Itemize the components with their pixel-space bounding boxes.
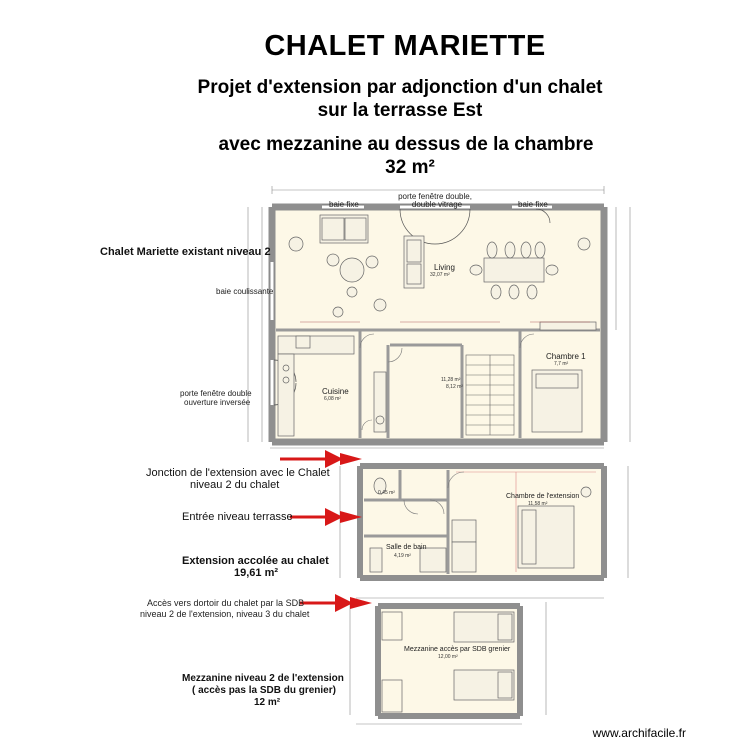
- existing-chalet: [270, 205, 604, 442]
- plan-hall-area: 11,28 m²: [441, 377, 461, 383]
- label-mezzanine: Mezzanine niveau 2 de l'extension: [182, 673, 344, 684]
- plan-mezzanine-area: 12,00 m²: [438, 654, 458, 660]
- arrows: [280, 459, 350, 603]
- plan-chambre-ext: Chambre de l'extension: [506, 493, 580, 500]
- plan-wc-area: 0,45 m²: [378, 490, 395, 496]
- plant-icon: [578, 238, 590, 250]
- plan-cuisine: Cuisine: [322, 387, 349, 396]
- label-extension-area: 19,61 m²: [234, 567, 279, 579]
- subtitle-area: 32 m²: [385, 157, 435, 178]
- plan-living: Living: [434, 263, 455, 272]
- label-access-1: Accès vers dortoir du chalet par la SDB: [147, 598, 305, 608]
- extension: [360, 466, 604, 578]
- subtitle-line-3: avec mezzanine au dessus de la chambre: [218, 134, 594, 155]
- label-french-window-1: porte fenêtre double: [180, 389, 252, 398]
- subtitle-line-2: sur la terrasse Est: [317, 100, 483, 121]
- page-title: CHALET MARIETTE: [264, 30, 546, 62]
- plan-chambre-ext-area: 11,58 m²: [528, 501, 548, 507]
- label-terrace-entry: Entrée niveau terrasse: [182, 511, 293, 523]
- plan-hall-sub: 8,12 m²: [446, 384, 463, 390]
- label-sliding-bay: baie coulissante: [216, 287, 274, 296]
- label-junction-1: Jonction de l'extension avec le Chalet: [146, 467, 330, 479]
- plan-double-window-2: double vitrage: [411, 200, 463, 209]
- plan-chambre1: Chambre 1: [546, 352, 586, 361]
- label-mezzanine-access: ( accès pas la SDB du grenier): [192, 685, 336, 696]
- label-access-2: niveau 2 de l'extension, niveau 3 du chalet: [140, 609, 310, 619]
- plan-double-window-1: porte fenêtre double,: [398, 192, 472, 201]
- plan-chambre1-area: 7,7 m²: [554, 361, 569, 367]
- bathtub-icon: [452, 542, 476, 572]
- plan-sdb-area: 4,19 m²: [394, 553, 411, 559]
- subtitle-line-1: Projet d'extension par adjonction d'un chalet: [197, 77, 603, 98]
- plan-cuisine-area: 6,08 m²: [324, 396, 341, 402]
- label-mezzanine-area: 12 m²: [254, 697, 281, 708]
- label-french-window-2: ouverture inversée: [184, 398, 251, 407]
- label-junction-2: niveau 2 du chalet: [190, 479, 280, 491]
- watermark[interactable]: www.archifacile.fr: [592, 726, 686, 740]
- plan-mezzanine: Mezzanine accès par SDB grenier: [404, 646, 511, 653]
- sink-icon: [420, 548, 446, 572]
- plant-icon: [289, 237, 303, 251]
- plan-living-area: 32,07 m²: [430, 272, 450, 278]
- label-extension: Extension accolée au chalet: [182, 555, 329, 567]
- plan-baie-fixe-left: baie fixe: [329, 200, 359, 209]
- plan-baie-fixe-right: baie fixe: [518, 200, 548, 209]
- mezzanine: [378, 606, 520, 716]
- label-existing-chalet: Chalet Mariette existant niveau 2: [100, 246, 271, 258]
- plan-sdb: Salle de bain: [386, 544, 427, 551]
- sink-icon: [452, 520, 476, 542]
